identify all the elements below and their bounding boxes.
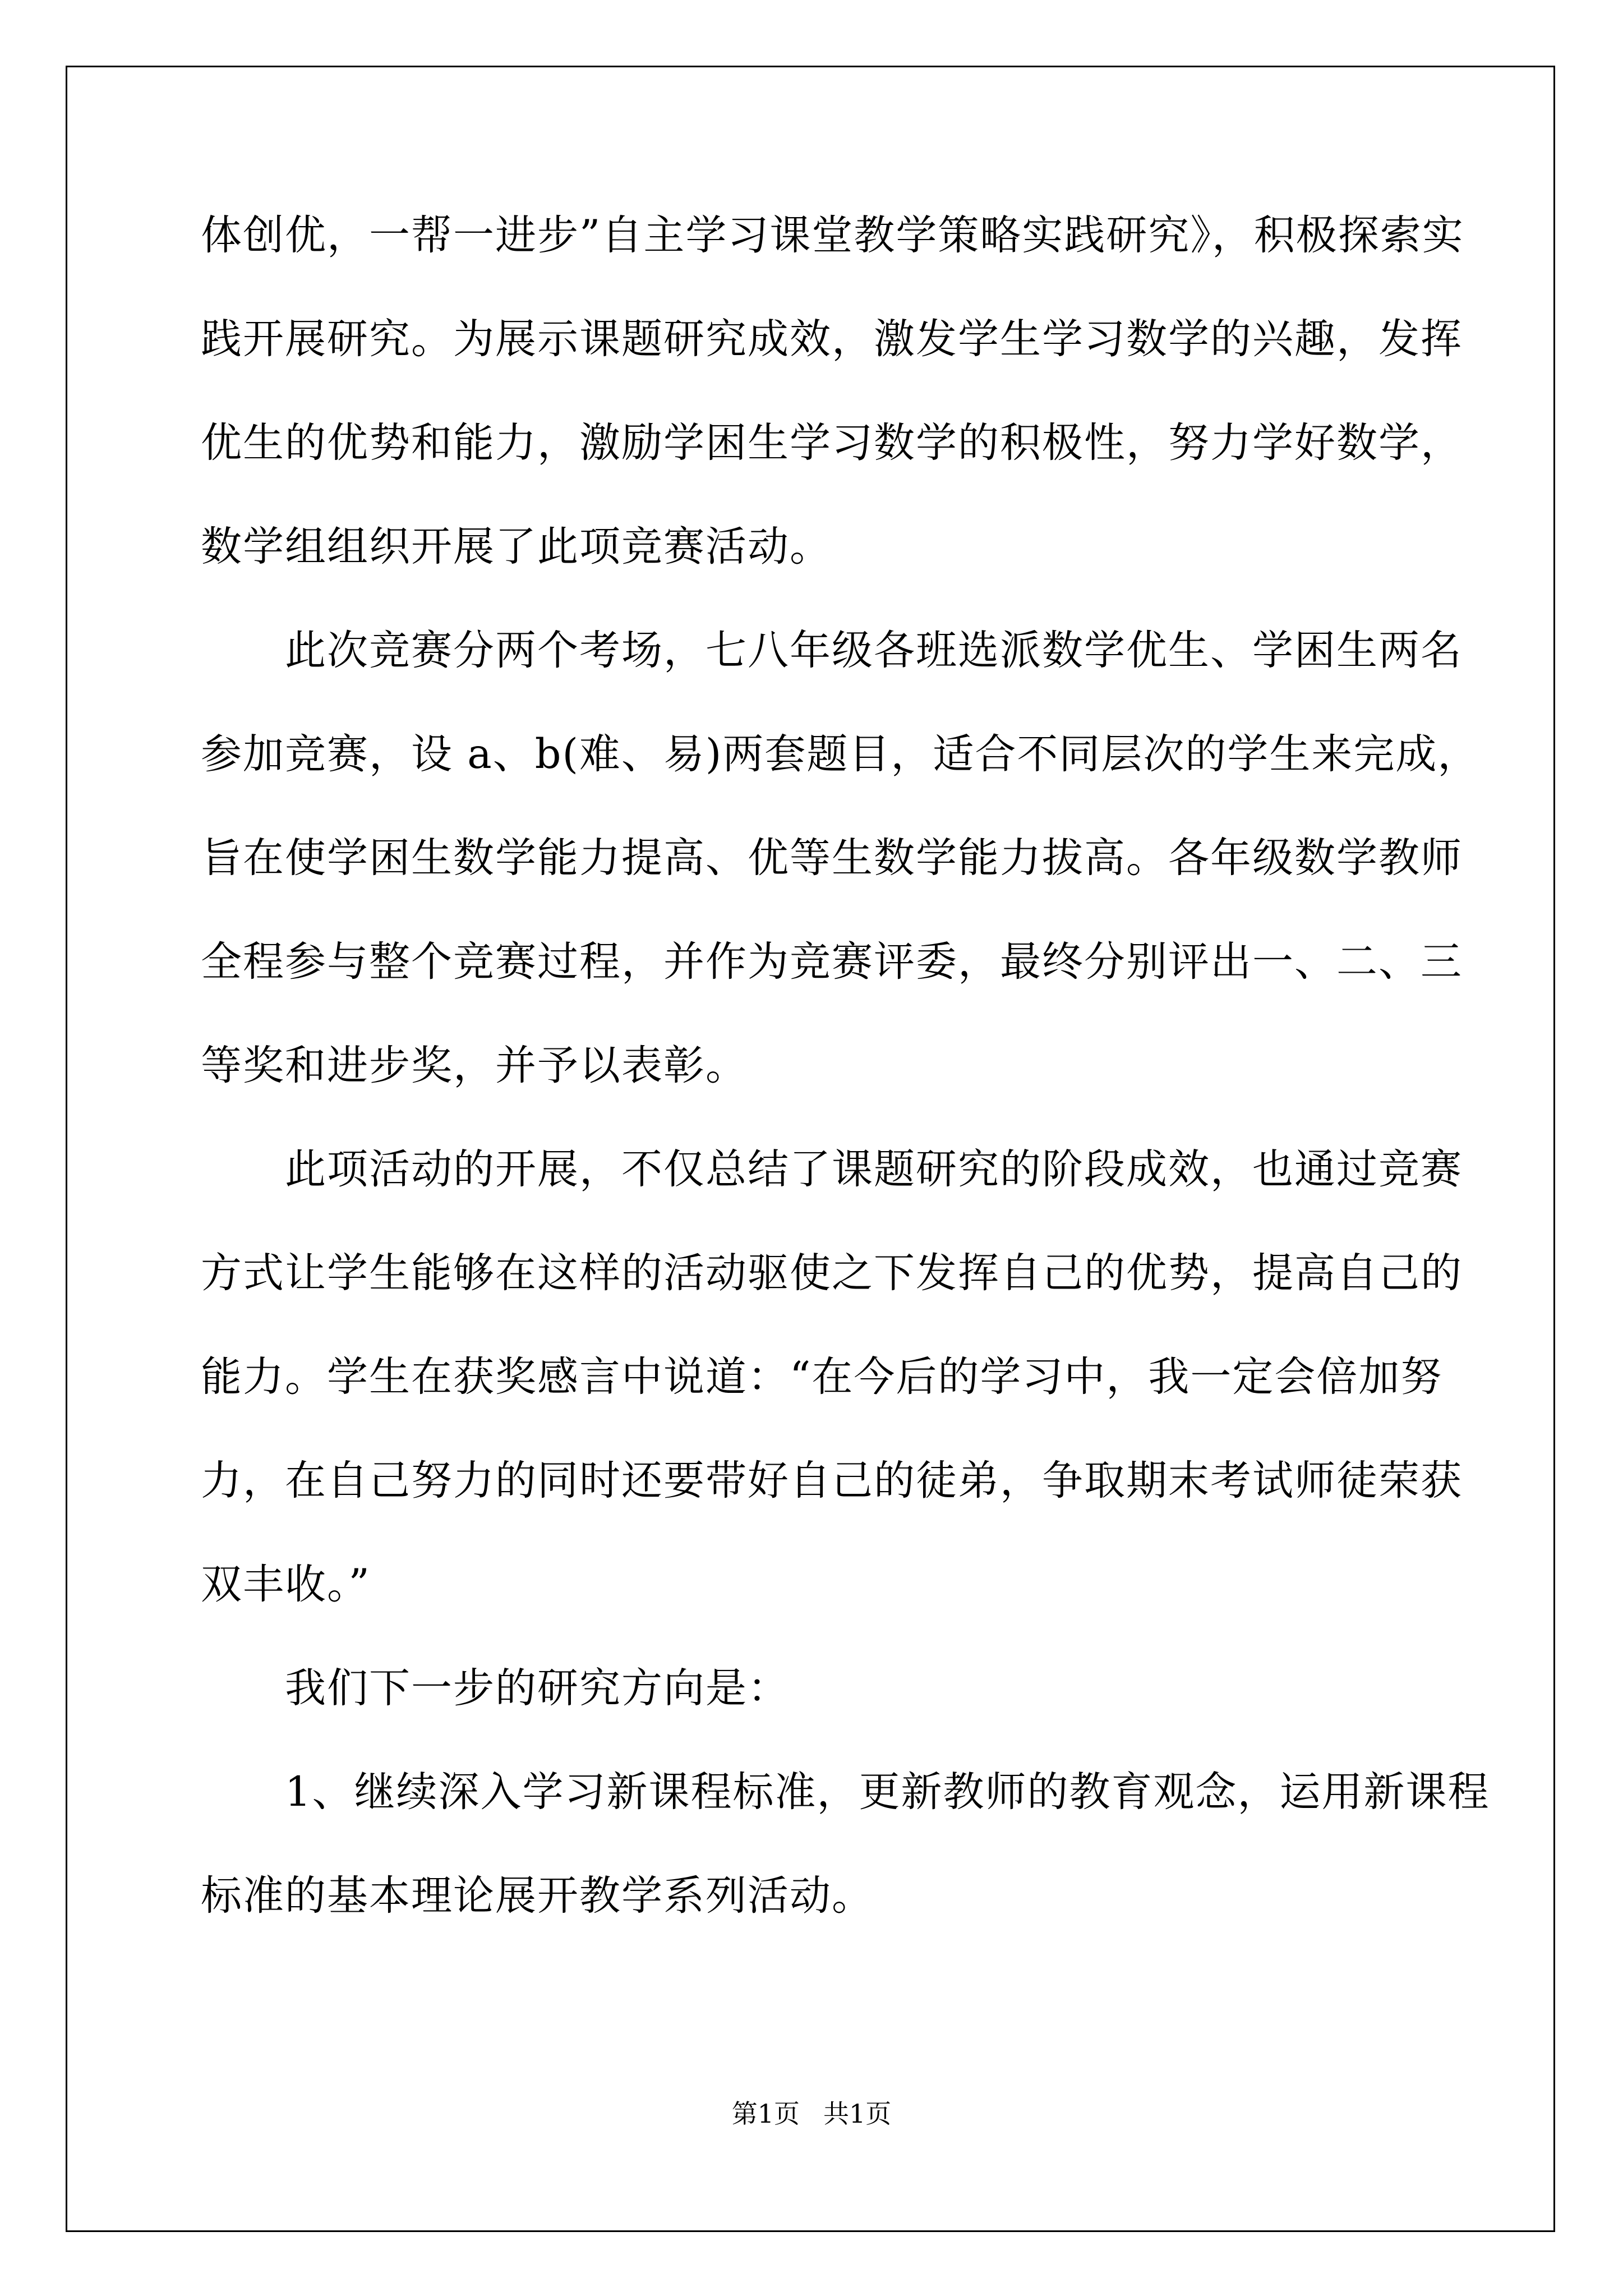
text-line: 践开展研究。为展示课题研究成效，激发学生学习数学的兴趣，发挥 [201, 315, 1463, 363]
text-line: 优生的优势和能力，激励学困生学习数学的积极性，努力学好数学， [201, 419, 1463, 467]
document-body [201, 208, 1490, 1972]
text-line: 双丰收。” [201, 1561, 371, 1608]
text-line: 此项活动的开展，不仅总结了课题研究的阶段成效，也通过竞赛 [285, 1145, 1463, 1193]
paragraph-4 [201, 1660, 1435, 1764]
text-line: 体创优，一帮一进步”自主学习课堂教学策略实践研究》，积极探索实 [201, 211, 1464, 259]
page-footer [0, 2097, 1623, 2131]
page-number-total: 共1页 [823, 2099, 892, 2129]
paragraph-3 [201, 1142, 1463, 1660]
text-line: 等奖和进步奖，并予以表彰。 [201, 1042, 748, 1089]
paragraph-5 [201, 1764, 1490, 1972]
text-line: 力，在自己努力的同时还要带好自己的徒弟，争取期末考试师徒荣获 [201, 1457, 1463, 1504]
page-number-current: 第1页 [731, 2099, 800, 2129]
text-line: 方式让学生能够在这样的活动驱使之下发挥自己的优势，提高自己的 [201, 1249, 1463, 1297]
text-line: 全程参与整个竞赛过程，并作为竞赛评委，最终分别评出一、二、三 [201, 938, 1463, 986]
paragraph-2 [201, 623, 1480, 1142]
text-line: 能力。学生在获奖感言中说道：“在今后的学习中，我一定会倍加努 [201, 1353, 1443, 1401]
text-line: 参加竞赛，设 a、b(难、易)两套题目，适合不同层次的学生来完成， [201, 730, 1480, 778]
paragraph-1 [201, 208, 1464, 623]
text-line: 数学组组织开展了此项竞赛活动。 [201, 523, 832, 570]
text-line: 旨在使学困生数学能力提高、优等生数学能力拔高。各年级数学教师 [201, 834, 1463, 882]
text-line: 此次竞赛分两个考场，七八年级各班选派数学优生、学困生两名 [285, 627, 1463, 674]
text-line: 我们下一步的研究方向是： [285, 1664, 790, 1712]
text-line: 标准的基本理论展开教学系列活动。 [201, 1872, 874, 1920]
text-line: 1、继续深入学习新课程标准，更新教师的教育观念，运用新课程 [285, 1768, 1490, 1816]
